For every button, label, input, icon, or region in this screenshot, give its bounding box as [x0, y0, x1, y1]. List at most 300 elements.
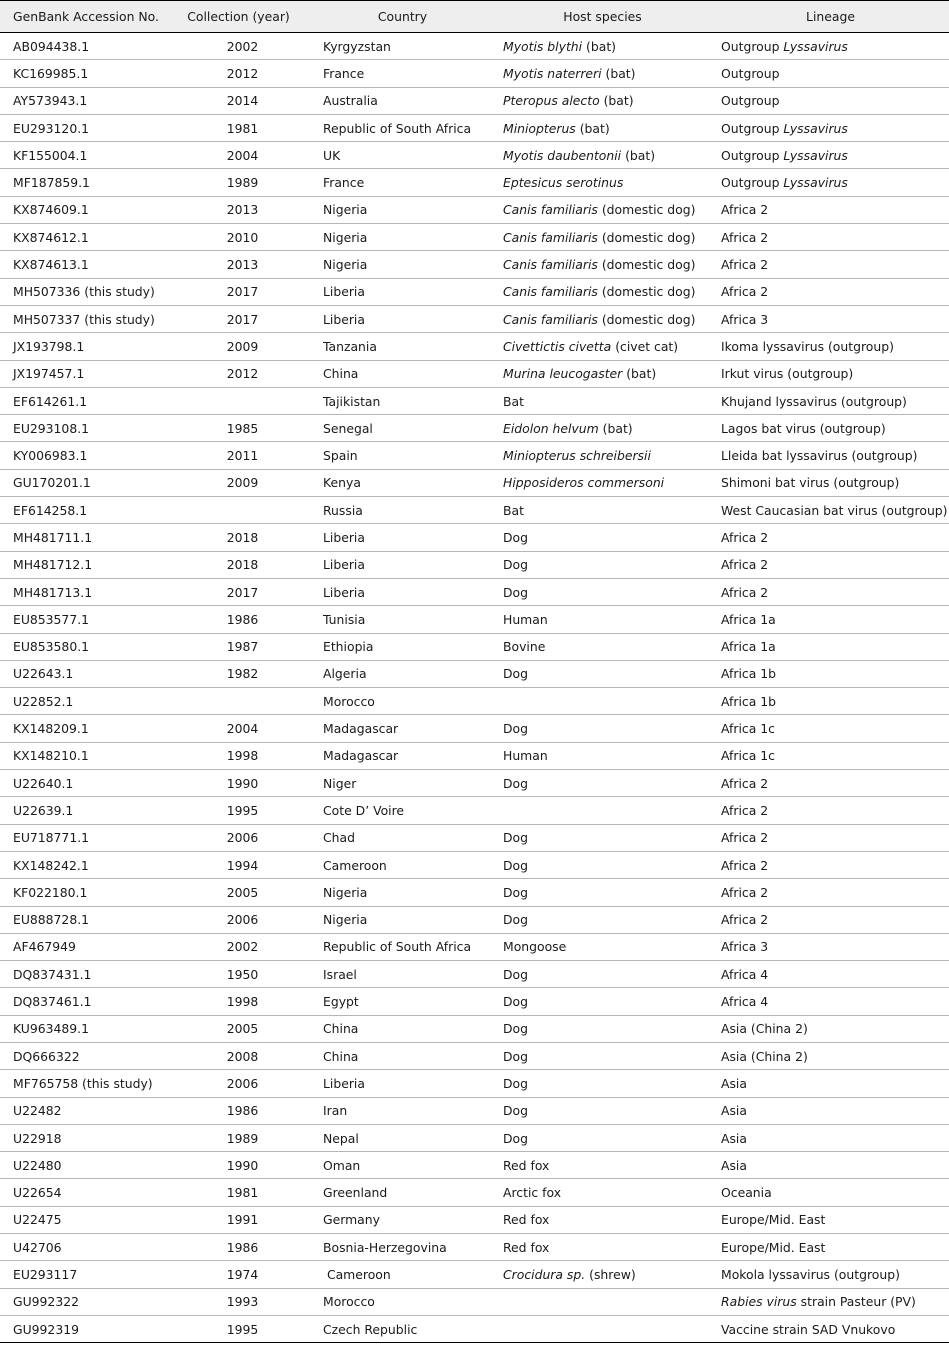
host-species-note: Dog	[503, 1048, 528, 1064]
cell-year: 1985	[165, 415, 312, 442]
cell-country: Liberia	[312, 305, 493, 332]
cell-host	[493, 824, 712, 851]
table-row	[0, 1015, 949, 1042]
cell-lineage	[712, 770, 949, 797]
cell-accession: AB094438.1	[0, 33, 165, 60]
cell-country: Germany	[312, 1206, 493, 1233]
cell-year: 1986	[165, 606, 312, 633]
cell-host	[493, 578, 712, 605]
table-row	[0, 1152, 949, 1179]
lineage-text: Africa 3	[721, 311, 769, 327]
table-row	[0, 333, 949, 360]
lineage-text: Africa 2	[721, 775, 769, 791]
cell-year: 1998	[165, 742, 312, 769]
host-species-note: (bat)	[599, 93, 634, 109]
table-row	[0, 797, 949, 824]
host-species-name: Pteropus alecto	[503, 93, 600, 109]
table-row	[0, 1315, 949, 1342]
cell-accession: U22643.1	[0, 660, 165, 687]
cell-accession: GU170201.1	[0, 469, 165, 496]
cell-lineage	[712, 142, 949, 169]
lineage-text: Oceania	[721, 1185, 772, 1201]
cell-country: Algeria	[312, 660, 493, 687]
cell-host	[493, 906, 712, 933]
cell-host	[493, 33, 712, 60]
host-species-note: Red fox	[503, 1157, 550, 1173]
lineage-text: Africa 2	[721, 257, 769, 273]
table-row	[0, 87, 949, 114]
cell-year	[165, 688, 312, 715]
cell-year: 2014	[165, 87, 312, 114]
host-species-note: (domestic dog)	[597, 284, 696, 300]
table-row	[0, 251, 949, 278]
cell-host	[493, 333, 712, 360]
table-row	[0, 715, 949, 742]
host-species-note: Dog	[503, 529, 528, 545]
cell-year: 1990	[165, 770, 312, 797]
cell-year: 1989	[165, 169, 312, 196]
cell-lineage	[712, 633, 949, 660]
cell-accession: GU992319	[0, 1315, 165, 1342]
host-species-note: Dog	[503, 1021, 528, 1037]
cell-country: Senegal	[312, 415, 493, 442]
cell-country: Russia	[312, 497, 493, 524]
cell-accession: EU293117	[0, 1261, 165, 1288]
cell-accession: MF187859.1	[0, 169, 165, 196]
table-row	[0, 660, 949, 687]
cell-year: 2013	[165, 251, 312, 278]
lineage-text: Lleida bat lyssavirus (outgroup)	[721, 448, 918, 464]
cell-year: 1994	[165, 851, 312, 878]
table-row	[0, 1097, 949, 1124]
cell-accession: MH507337 (this study)	[0, 305, 165, 332]
cell-year: 2013	[165, 196, 312, 223]
cell-host	[493, 1124, 712, 1151]
cell-country: Spain	[312, 442, 493, 469]
table-row	[0, 906, 949, 933]
cell-accession: KX874613.1	[0, 251, 165, 278]
table-row	[0, 524, 949, 551]
table-row	[0, 633, 949, 660]
host-species-note: (shrew)	[585, 1267, 636, 1282]
lineage-text: Africa 2	[721, 229, 769, 245]
cell-lineage	[712, 1042, 949, 1069]
host-species-note: (bat)	[575, 120, 610, 136]
cell-lineage	[712, 551, 949, 578]
cell-lineage	[712, 660, 949, 687]
host-species-note: Dog	[503, 1075, 528, 1091]
host-species-name: Canis familiaris	[503, 229, 598, 245]
cell-host	[493, 1261, 712, 1288]
cell-year: 2018	[165, 551, 312, 578]
cell-year: 1950	[165, 961, 312, 988]
host-species-note: (domestic dog)	[597, 229, 696, 245]
table-row	[0, 442, 949, 469]
cell-accession: EU888728.1	[0, 906, 165, 933]
cell-accession: U22918	[0, 1124, 165, 1151]
cell-year: 2006	[165, 824, 312, 851]
lineage-italic: Rabies virus	[721, 1294, 797, 1310]
table-row	[0, 497, 949, 524]
lineage-text: Irkut virus (outgroup)	[721, 366, 854, 382]
cell-year: 1989	[165, 1124, 312, 1151]
host-species-note: Arctic fox	[503, 1185, 562, 1201]
lineage-italic: Lyssavirus	[783, 38, 848, 54]
cell-country: Republic of South Africa	[312, 114, 493, 141]
cell-lineage	[712, 415, 949, 442]
table-row	[0, 1042, 949, 1069]
cell-lineage	[712, 1070, 949, 1097]
cell-accession: U42706	[0, 1234, 165, 1261]
cell-lineage	[712, 87, 949, 114]
lineage-text: Africa 2	[721, 529, 769, 545]
lineage-text: Outgroup	[721, 38, 784, 54]
lineage-text: Africa 2	[721, 830, 769, 846]
table-row	[0, 961, 949, 988]
lineage-text: Africa 1c	[721, 748, 775, 764]
header-accession: GenBank Accession No.	[0, 1, 165, 33]
cell-accession: DQ837431.1	[0, 961, 165, 988]
cell-lineage	[712, 60, 949, 87]
cell-country: Liberia	[312, 551, 493, 578]
cell-year: 1991	[165, 1206, 312, 1233]
cell-lineage	[712, 688, 949, 715]
cell-host	[493, 415, 712, 442]
lineage-italic: Lyssavirus	[783, 175, 848, 191]
cell-host	[493, 87, 712, 114]
cell-host	[493, 387, 712, 414]
table-row	[0, 770, 949, 797]
table-row	[0, 578, 949, 605]
cell-host	[493, 60, 712, 87]
lineage-text: Outgroup	[721, 65, 780, 81]
lineage-text: Europe/Mid. East	[721, 1212, 826, 1228]
host-species-name: Eptesicus serotinus	[503, 175, 624, 191]
header-row	[0, 1, 949, 33]
cell-year: 1981	[165, 114, 312, 141]
cell-country: Oman	[312, 1152, 493, 1179]
cell-country: Kyrgyzstan	[312, 33, 493, 60]
cell-host	[493, 961, 712, 988]
cell-accession: AY573943.1	[0, 87, 165, 114]
lineage-text: Africa 2	[721, 884, 769, 900]
cell-lineage	[712, 1288, 949, 1315]
header-country: Country	[312, 1, 493, 33]
cell-country: Liberia	[312, 578, 493, 605]
lineage-text: Africa 2	[721, 557, 769, 573]
host-species-note: (bat)	[582, 38, 617, 54]
cell-year: 1986	[165, 1234, 312, 1261]
cell-year: 2004	[165, 142, 312, 169]
cell-country: Greenland	[312, 1179, 493, 1206]
cell-host	[493, 1097, 712, 1124]
lineage-text: Africa 2	[721, 284, 769, 300]
cell-accession: MH481713.1	[0, 578, 165, 605]
host-species-name: Civettictis civetta	[503, 338, 612, 354]
table-row	[0, 742, 949, 769]
cell-lineage	[712, 1261, 949, 1288]
cell-lineage	[712, 1179, 949, 1206]
lineage-text: Outgroup	[721, 175, 784, 191]
cell-host	[493, 633, 712, 660]
cell-host	[493, 688, 712, 715]
lineage-text: Africa 2	[721, 802, 769, 818]
cell-year: 1982	[165, 660, 312, 687]
lineage-text: Asia	[721, 1130, 747, 1146]
table-row	[0, 1070, 949, 1097]
cell-host	[493, 278, 712, 305]
cell-lineage	[712, 742, 949, 769]
cell-accession: MH481711.1	[0, 524, 165, 551]
cell-host	[493, 497, 712, 524]
cell-country: Czech Republic	[312, 1315, 493, 1342]
lineage-text: Africa 1b	[721, 693, 777, 709]
cell-year: 1986	[165, 1097, 312, 1124]
cell-accession: EU293108.1	[0, 415, 165, 442]
cell-host	[493, 797, 712, 824]
host-species-note: Red fox	[503, 1239, 550, 1255]
lineage-text: Africa 2	[721, 912, 769, 928]
cell-country: Cameroon	[312, 1261, 493, 1288]
cell-accession: U22482	[0, 1097, 165, 1124]
table-row	[0, 169, 949, 196]
host-species-name: Crocidura sp.	[503, 1267, 586, 1282]
host-species-note: (bat)	[621, 147, 656, 163]
host-species-note: Dog	[503, 721, 528, 737]
cell-lineage	[712, 497, 949, 524]
lineage-text: Outgroup	[721, 93, 780, 109]
host-species-note: (domestic dog)	[597, 311, 696, 327]
cell-lineage	[712, 305, 949, 332]
cell-country: China	[312, 360, 493, 387]
cell-lineage	[712, 224, 949, 251]
cell-lineage	[712, 333, 949, 360]
cell-country: Ethiopia	[312, 633, 493, 660]
cell-lineage	[712, 1152, 949, 1179]
lineage-text: Africa 3	[721, 939, 769, 955]
cell-lineage	[712, 879, 949, 906]
cell-lineage	[712, 442, 949, 469]
cell-year	[165, 497, 312, 524]
lineage-text: Africa 2	[721, 857, 769, 873]
lineage-text: Ikoma lyssavirus (outgroup)	[721, 338, 894, 354]
cell-host	[493, 606, 712, 633]
cell-host	[493, 715, 712, 742]
host-species-note: (domestic dog)	[597, 257, 696, 273]
host-species-name: Murina leucogaster	[503, 366, 623, 382]
table-row	[0, 360, 949, 387]
host-species-name: Canis familiaris	[503, 284, 598, 300]
cell-year: 2002	[165, 33, 312, 60]
cell-country: France	[312, 60, 493, 87]
cell-accession: EU718771.1	[0, 824, 165, 851]
table-row	[0, 1234, 949, 1261]
cell-host	[493, 469, 712, 496]
table-row	[0, 142, 949, 169]
host-species-name: Canis familiaris	[503, 202, 598, 218]
cell-lineage	[712, 578, 949, 605]
cell-lineage	[712, 1124, 949, 1151]
lineage-text: Lagos bat virus (outgroup)	[721, 420, 886, 436]
host-species-note: Human	[503, 611, 548, 627]
cell-year: 1998	[165, 988, 312, 1015]
cell-year: 2012	[165, 360, 312, 387]
cell-lineage	[712, 33, 949, 60]
cell-accession: GU992322	[0, 1288, 165, 1315]
cell-host	[493, 1179, 712, 1206]
host-species-note: Dog	[503, 884, 528, 900]
host-species-name: Miniopterus	[503, 120, 576, 136]
cell-year: 2006	[165, 1070, 312, 1097]
cell-lineage	[712, 169, 949, 196]
table-row	[0, 1179, 949, 1206]
cell-country: Madagascar	[312, 715, 493, 742]
host-species-note: Dog	[503, 1103, 528, 1119]
cell-country: Cameroon	[312, 851, 493, 878]
host-species-note: Dog	[503, 966, 528, 982]
cell-lineage	[712, 1097, 949, 1124]
table-row	[0, 851, 949, 878]
cell-accession: KC169985.1	[0, 60, 165, 87]
table-row	[0, 469, 949, 496]
cell-country: China	[312, 1042, 493, 1069]
cell-year: 2005	[165, 1015, 312, 1042]
cell-host	[493, 770, 712, 797]
cell-year: 1987	[165, 633, 312, 660]
cell-lineage	[712, 824, 949, 851]
cell-country: Nigeria	[312, 879, 493, 906]
lineage-text: Africa 2	[721, 202, 769, 218]
cell-country: Nigeria	[312, 224, 493, 251]
host-species-note: (bat)	[601, 65, 636, 81]
host-species-note: Bovine	[503, 639, 546, 655]
cell-host	[493, 851, 712, 878]
lineage-italic: Lyssavirus	[783, 120, 848, 136]
cell-year: 2008	[165, 1042, 312, 1069]
cell-accession: U22475	[0, 1206, 165, 1233]
host-species-name: Myotis naterreri	[503, 65, 602, 81]
cell-year: 2017	[165, 278, 312, 305]
cell-country: Egypt	[312, 988, 493, 1015]
table-row	[0, 1206, 949, 1233]
cell-accession: KU963489.1	[0, 1015, 165, 1042]
cell-host	[493, 524, 712, 551]
host-species-note: Human	[503, 748, 548, 764]
cell-lineage	[712, 524, 949, 551]
cell-accession: KF155004.1	[0, 142, 165, 169]
lineage-text: Shimoni bat virus (outgroup)	[721, 475, 900, 491]
cell-host	[493, 360, 712, 387]
cell-host	[493, 224, 712, 251]
table-row	[0, 606, 949, 633]
cell-host	[493, 660, 712, 687]
cell-host	[493, 1152, 712, 1179]
cell-host	[493, 879, 712, 906]
host-species-note: Dog	[503, 584, 528, 600]
cell-host	[493, 1070, 712, 1097]
cell-year: 2005	[165, 879, 312, 906]
cell-year: 1993	[165, 1288, 312, 1315]
cell-country: Nigeria	[312, 251, 493, 278]
lineage-text: Khujand lyssavirus (outgroup)	[721, 393, 907, 409]
table-row	[0, 879, 949, 906]
cell-accession: KX874612.1	[0, 224, 165, 251]
cell-accession: KF022180.1	[0, 879, 165, 906]
cell-country: Morocco	[312, 1288, 493, 1315]
cell-accession: DQ837461.1	[0, 988, 165, 1015]
cell-host	[493, 1315, 712, 1342]
lineage-italic: Lyssavirus	[783, 147, 848, 163]
cell-year: 2018	[165, 524, 312, 551]
host-species-note: Mongoose	[503, 939, 567, 955]
cell-country: Madagascar	[312, 742, 493, 769]
table-row	[0, 224, 949, 251]
cell-host	[493, 1015, 712, 1042]
table-row	[0, 387, 949, 414]
cell-year: 1990	[165, 1152, 312, 1179]
cell-host	[493, 305, 712, 332]
table-row	[0, 688, 949, 715]
lineage-text: Asia (China 2)	[721, 1048, 808, 1064]
lineage-text: West Caucasian bat virus (outgroup)	[721, 502, 948, 518]
cell-accession: DQ666322	[0, 1042, 165, 1069]
table-row	[0, 1261, 949, 1288]
cell-country: Australia	[312, 87, 493, 114]
table-row	[0, 33, 949, 60]
cell-lineage	[712, 797, 949, 824]
cell-country: Liberia	[312, 1070, 493, 1097]
cell-country: Iran	[312, 1097, 493, 1124]
table-row	[0, 305, 949, 332]
host-species-note: Bat	[503, 502, 524, 518]
cell-accession: KX148210.1	[0, 742, 165, 769]
lineage-text: Outgroup	[721, 120, 784, 136]
host-species-note: (civet cat)	[611, 338, 679, 354]
cell-year: 2017	[165, 305, 312, 332]
cell-accession: MH481712.1	[0, 551, 165, 578]
host-species-note: Dog	[503, 994, 528, 1010]
cell-country: Niger	[312, 770, 493, 797]
host-species-note: Dog	[503, 666, 528, 682]
cell-lineage	[712, 961, 949, 988]
cell-lineage	[712, 278, 949, 305]
host-species-note: (domestic dog)	[597, 202, 696, 218]
cell-lineage	[712, 1206, 949, 1233]
lineage-text: Africa 1a	[721, 611, 776, 627]
cell-country: Israel	[312, 961, 493, 988]
lineage-text: Africa 2	[721, 584, 769, 600]
cell-accession: AF467949	[0, 933, 165, 960]
lineage-text: Asia	[721, 1075, 747, 1091]
cell-accession: KY006983.1	[0, 442, 165, 469]
cell-lineage	[712, 1234, 949, 1261]
cell-year: 2002	[165, 933, 312, 960]
cell-lineage	[712, 114, 949, 141]
lineage-text: Asia	[721, 1103, 747, 1119]
host-species-note: (bat)	[622, 366, 657, 382]
cell-host	[493, 551, 712, 578]
cell-year: 1995	[165, 1315, 312, 1342]
host-species-name: Canis familiaris	[503, 257, 598, 273]
cell-lineage	[712, 715, 949, 742]
cell-lineage	[712, 196, 949, 223]
header-year: Collection (year)	[165, 1, 312, 33]
cell-lineage	[712, 988, 949, 1015]
cell-country: Liberia	[312, 524, 493, 551]
cell-host	[493, 442, 712, 469]
cell-accession: MH507336 (this study)	[0, 278, 165, 305]
cell-host	[493, 251, 712, 278]
